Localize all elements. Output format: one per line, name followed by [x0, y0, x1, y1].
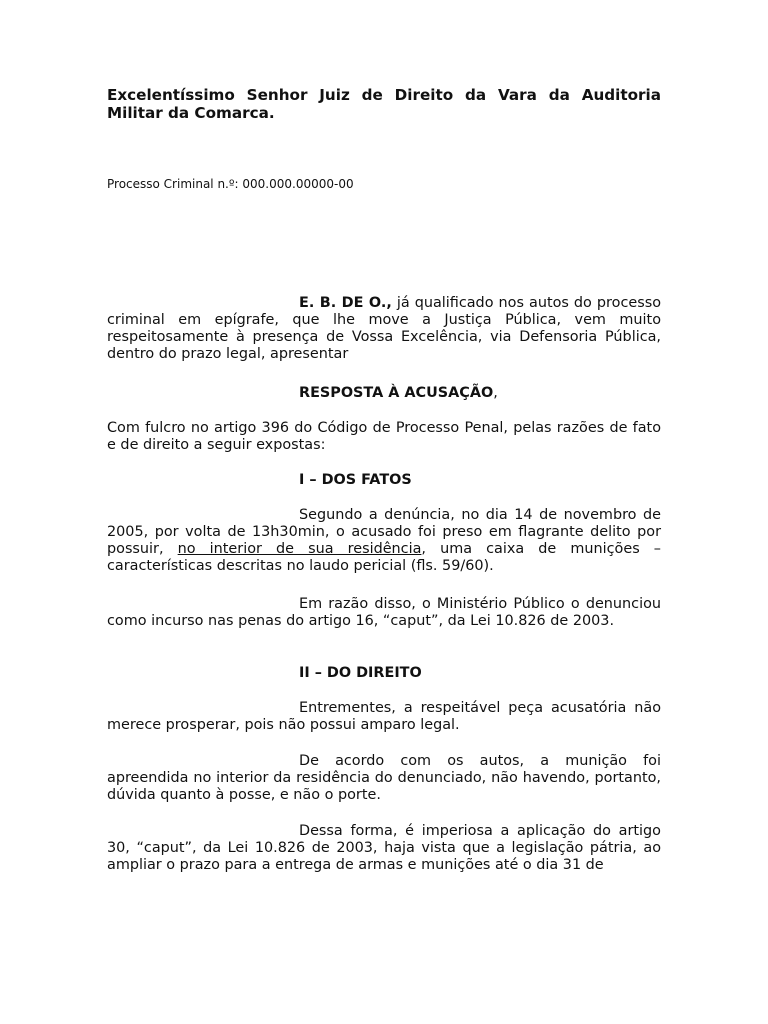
- law-paragraph-1: Entrementes, a respeitável peça acusatória não merece prosperar, pois não possui amparo legal.: [107, 700, 661, 733]
- addressee-heading: Excelentíssimo Senhor Juiz de Direito da Vara da Auditoria Militar da Comarca.: [107, 86, 661, 122]
- section-facts-heading: I – DOS FATOS: [299, 472, 412, 488]
- facts-paragraph-2: Em razão disso, o Ministério Público o denunciou como incurso nas penas do artigo 16, “caput”, da Lei 10.826 de 2003.: [107, 596, 661, 629]
- legal-basis-paragraph: Com fulcro no artigo 396 do Código de Processo Penal, pelas razões de fato e de direito a seguir expostas:: [107, 420, 661, 453]
- facts-p1-underlined: no interior de sua residência: [177, 541, 422, 557]
- defendant-name: E. B. DE O.,: [299, 295, 392, 311]
- response-title-text: RESPOSTA À ACUSAÇÃO: [299, 385, 494, 401]
- section-law-heading: II – DO DIREITO: [299, 665, 422, 681]
- facts-paragraph-1: [107, 507, 661, 575]
- process-number: Processo Criminal n.º: 000.000.00000-00: [107, 177, 354, 191]
- law-paragraph-3: Dessa forma, é imperiosa a aplicação do artigo 30, “caput”, da Lei 10.826 de 2003, haja vista que a legislação pátria, ao ampliar o prazo para a entrega de armas e munições até o dia 31 de: [107, 823, 661, 873]
- intro-paragraph: [107, 295, 661, 363]
- facts-p1-before: Segundo a denúncia, no dia 14 de novembro de 2005, por volta de 13h30min, o acusado foi preso em flagrante delito por possuir,: [107, 507, 661, 557]
- response-title: [107, 385, 768, 402]
- facts-p1-after: , uma caixa de munições – características descritas no laudo pericial (fls. 59/60).: [107, 541, 661, 574]
- law-paragraph-2: De acordo com os autos, a munição foi apreendida no interior da residência do denunciado, não havendo, portanto, dúvida quanto à posse, e não o porte.: [107, 753, 661, 803]
- intro-text: já qualificado nos autos do processo criminal em epígrafe, que lhe move a Justiça Pública, vem muito respeitosamente à presença de Vossa Excelência, via Defensoria Pública, dentro do prazo legal, apresentar: [107, 295, 662, 362]
- response-title-comma: ,: [493, 385, 498, 401]
